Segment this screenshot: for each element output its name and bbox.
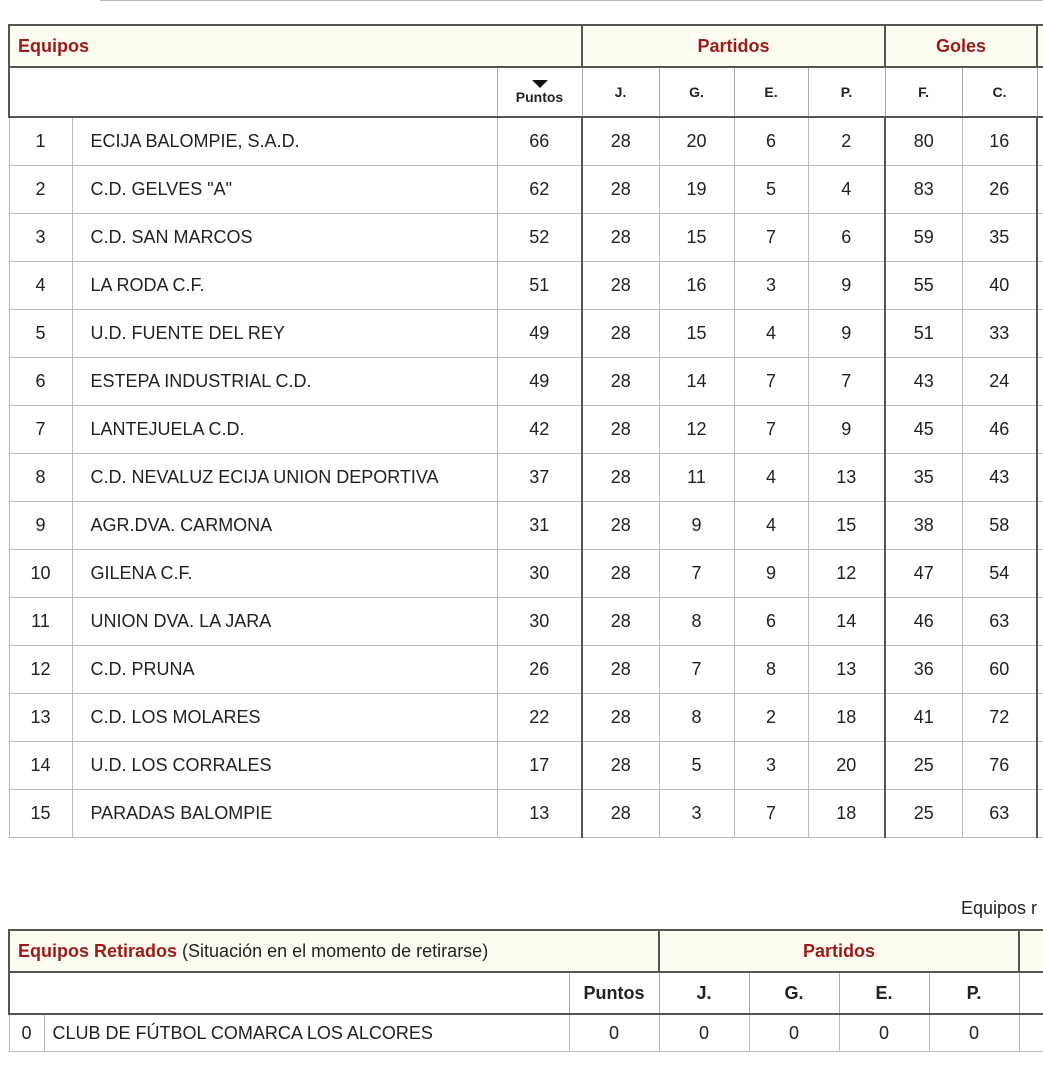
- goals-against-cell: 46: [962, 406, 1037, 454]
- position-cell: 2: [9, 166, 72, 214]
- won-column-header[interactable]: G.: [659, 67, 734, 117]
- retired-drawn-cell: 0: [839, 1014, 929, 1052]
- played-cell: 28: [582, 406, 659, 454]
- drawn-cell: 4: [734, 454, 808, 502]
- points-header-label: Puntos: [515, 88, 564, 105]
- table-row: [9, 742, 1043, 790]
- retired-points-cell: 0: [569, 1014, 659, 1052]
- retired-lost-cell: 0: [929, 1014, 1019, 1052]
- points-cell: 42: [497, 406, 582, 454]
- lost-cell: 4: [808, 166, 885, 214]
- drawn-cell: 6: [734, 117, 808, 166]
- won-cell: 8: [659, 694, 734, 742]
- points-cell: 22: [497, 694, 582, 742]
- position-cell: 7: [9, 406, 72, 454]
- drawn-cell: 4: [734, 310, 808, 358]
- next-column-cell: [1037, 550, 1043, 598]
- played-cell: 28: [582, 694, 659, 742]
- retired-won-header: G.: [749, 972, 839, 1014]
- goals-against-cell: 24: [962, 358, 1037, 406]
- retired-note: (Situación en el momento de retirarse): [182, 940, 489, 961]
- team-name-cell[interactable]: C.D. LOS MOLARES: [72, 694, 497, 742]
- table-row: [9, 117, 1043, 166]
- won-cell: 19: [659, 166, 734, 214]
- table-row: [9, 358, 1043, 406]
- played-cell: 28: [582, 598, 659, 646]
- goals-for-cell: 38: [885, 502, 962, 550]
- position-cell: 8: [9, 454, 72, 502]
- goals-for-cell: 25: [885, 790, 962, 838]
- drawn-cell: 7: [734, 790, 808, 838]
- table-row: [9, 454, 1043, 502]
- lost-cell: 14: [808, 598, 885, 646]
- blank-header: [9, 67, 497, 117]
- goals-against-cell: 60: [962, 646, 1037, 694]
- lost-cell: 9: [808, 310, 885, 358]
- next-group-header: [1037, 25, 1043, 67]
- table-row: [9, 598, 1043, 646]
- lost-cell: 20: [808, 742, 885, 790]
- drawn-cell: 5: [734, 166, 808, 214]
- lost-column-header[interactable]: P.: [808, 67, 885, 117]
- retired-title-header: [9, 930, 659, 972]
- goals-for-cell: 41: [885, 694, 962, 742]
- played-column-header[interactable]: J.: [582, 67, 659, 117]
- next-column-cell: [1037, 406, 1043, 454]
- retired-column-header-row: [9, 972, 1043, 1014]
- retired-blank-header: [9, 972, 569, 1014]
- points-cell: 30: [497, 550, 582, 598]
- goals-against-column-header[interactable]: C.: [962, 67, 1037, 117]
- points-cell: 62: [497, 166, 582, 214]
- played-cell: 28: [582, 214, 659, 262]
- position-cell: 14: [9, 742, 72, 790]
- retired-team-name-cell[interactable]: CLUB DE FÚTBOL COMARCA LOS ALCORES: [44, 1014, 569, 1052]
- next-column-header: [1037, 67, 1043, 117]
- lost-cell: 15: [808, 502, 885, 550]
- retired-teams-table: [8, 929, 1043, 1052]
- team-name-cell[interactable]: PARADAS BALOMPIE: [72, 790, 497, 838]
- won-cell: 12: [659, 406, 734, 454]
- team-name-cell[interactable]: LANTEJUELA C.D.: [72, 406, 497, 454]
- drawn-cell: 3: [734, 262, 808, 310]
- next-column-cell: [1037, 166, 1043, 214]
- next-column-cell: [1037, 117, 1043, 166]
- points-cell: 26: [497, 646, 582, 694]
- retired-played-header: J.: [659, 972, 749, 1014]
- goals-for-cell: 80: [885, 117, 962, 166]
- next-column-cell: [1037, 310, 1043, 358]
- points-cell: 17: [497, 742, 582, 790]
- goals-against-cell: 26: [962, 166, 1037, 214]
- table-row: [9, 550, 1043, 598]
- table-row: [9, 214, 1043, 262]
- drawn-cell: 2: [734, 694, 808, 742]
- next-column-cell: [1037, 694, 1043, 742]
- goals-for-cell: 55: [885, 262, 962, 310]
- lost-cell: 9: [808, 262, 885, 310]
- top-divider: [100, 0, 1043, 1]
- team-name-cell[interactable]: C.D. GELVES "A": [72, 166, 497, 214]
- retired-next-header: [1019, 930, 1043, 972]
- retired-drawn-header: E.: [839, 972, 929, 1014]
- position-cell: 9: [9, 502, 72, 550]
- next-column-cell: [1037, 742, 1043, 790]
- retired-points-header: Puntos: [569, 972, 659, 1014]
- goals-for-cell: 36: [885, 646, 962, 694]
- retired-position-cell: 0: [9, 1014, 44, 1052]
- points-column-header[interactable]: [497, 67, 582, 117]
- drawn-cell: 8: [734, 646, 808, 694]
- next-column-cell: [1037, 502, 1043, 550]
- points-cell: 51: [497, 262, 582, 310]
- lost-cell: 2: [808, 117, 885, 166]
- played-cell: 28: [582, 790, 659, 838]
- position-cell: 5: [9, 310, 72, 358]
- lost-cell: 18: [808, 694, 885, 742]
- position-cell: 15: [9, 790, 72, 838]
- retired-next-column-header: [1019, 972, 1043, 1014]
- retired-won-cell: 0: [749, 1014, 839, 1052]
- points-cell: 31: [497, 502, 582, 550]
- lost-cell: 12: [808, 550, 885, 598]
- won-cell: 20: [659, 117, 734, 166]
- next-column-cell: [1037, 646, 1043, 694]
- goals-against-cell: 33: [962, 310, 1037, 358]
- goals-for-cell: 25: [885, 742, 962, 790]
- lost-cell: 6: [808, 214, 885, 262]
- team-name-cell[interactable]: C.D. NEVALUZ ECIJA UNION DEPORTIVA: [72, 454, 497, 502]
- played-cell: 28: [582, 454, 659, 502]
- position-cell: 4: [9, 262, 72, 310]
- next-column-cell: [1037, 358, 1043, 406]
- goals-against-cell: 54: [962, 550, 1037, 598]
- won-cell: 7: [659, 550, 734, 598]
- drawn-column-header[interactable]: E.: [734, 67, 808, 117]
- won-cell: 11: [659, 454, 734, 502]
- played-cell: 28: [582, 646, 659, 694]
- goals-for-cell: 83: [885, 166, 962, 214]
- position-cell: 12: [9, 646, 72, 694]
- won-cell: 8: [659, 598, 734, 646]
- team-name-cell[interactable]: LA RODA C.F.: [72, 262, 497, 310]
- next-column-cell: [1037, 214, 1043, 262]
- drawn-cell: 3: [734, 742, 808, 790]
- played-cell: 28: [582, 550, 659, 598]
- table-row: [9, 790, 1043, 838]
- lost-cell: 9: [808, 406, 885, 454]
- position-cell: 13: [9, 694, 72, 742]
- table-row: [9, 406, 1043, 454]
- played-cell: 28: [582, 262, 659, 310]
- lost-cell: 18: [808, 790, 885, 838]
- team-name-cell[interactable]: C.D. SAN MARCOS: [72, 214, 497, 262]
- lost-cell: 13: [808, 454, 885, 502]
- table-row: [9, 502, 1043, 550]
- position-cell: 3: [9, 214, 72, 262]
- position-cell: 6: [9, 358, 72, 406]
- group-header-row: [9, 25, 1043, 67]
- retired-group-header-row: [9, 930, 1043, 972]
- goals-for-cell: 59: [885, 214, 962, 262]
- points-cell: 49: [497, 358, 582, 406]
- goals-against-cell: 63: [962, 598, 1037, 646]
- retired-played-cell: 0: [659, 1014, 749, 1052]
- goals-against-cell: 63: [962, 790, 1037, 838]
- team-name-cell[interactable]: ECIJA BALOMPIE, S.A.D.: [72, 117, 497, 166]
- goals-for-cell: 45: [885, 406, 962, 454]
- table-row: [9, 166, 1043, 214]
- goals-for-cell: 46: [885, 598, 962, 646]
- next-column-cell: [1037, 598, 1043, 646]
- lost-cell: 7: [808, 358, 885, 406]
- table-row: [9, 310, 1043, 358]
- goals-against-cell: 58: [962, 502, 1037, 550]
- team-name-cell[interactable]: U.D. FUENTE DEL REY: [72, 310, 497, 358]
- goals-against-cell: 35: [962, 214, 1037, 262]
- goals-for-cell: 47: [885, 550, 962, 598]
- points-cell: 49: [497, 310, 582, 358]
- points-cell: 30: [497, 598, 582, 646]
- points-cell: 66: [497, 117, 582, 166]
- table-row: [9, 694, 1043, 742]
- retired-matches-header: Partidos: [659, 930, 1019, 972]
- goals-against-cell: 40: [962, 262, 1037, 310]
- team-name-cell[interactable]: AGR.DVA. CARMONA: [72, 502, 497, 550]
- legend-label: Equipos r: [961, 898, 1038, 918]
- lost-cell: 13: [808, 646, 885, 694]
- goals-against-cell: 43: [962, 454, 1037, 502]
- column-header-row: [9, 67, 1043, 117]
- table-row: [9, 262, 1043, 310]
- next-column-cell: [1037, 454, 1043, 502]
- won-cell: 15: [659, 310, 734, 358]
- goals-against-cell: 76: [962, 742, 1037, 790]
- won-cell: 15: [659, 214, 734, 262]
- goals-for-column-header[interactable]: F.: [885, 67, 962, 117]
- goals-against-cell: 72: [962, 694, 1037, 742]
- goals-against-cell: 16: [962, 117, 1037, 166]
- drawn-cell: 7: [734, 358, 808, 406]
- team-name-cell[interactable]: U.D. LOS CORRALES: [72, 742, 497, 790]
- won-cell: 7: [659, 646, 734, 694]
- drawn-cell: 4: [734, 502, 808, 550]
- won-cell: 3: [659, 790, 734, 838]
- won-cell: 16: [659, 262, 734, 310]
- points-cell: 37: [497, 454, 582, 502]
- drawn-cell: 9: [734, 550, 808, 598]
- standings-table: [8, 24, 1043, 838]
- played-cell: 28: [582, 358, 659, 406]
- teams-group-header: Equipos: [9, 25, 582, 67]
- goals-group-header: Goles: [885, 25, 1037, 67]
- retired-table-row: [9, 1014, 1043, 1052]
- retired-next-column-cell: [1019, 1014, 1043, 1052]
- goals-for-cell: 51: [885, 310, 962, 358]
- team-name-cell[interactable]: UNION DVA. LA JARA: [72, 598, 497, 646]
- next-column-cell: [1037, 790, 1043, 838]
- goals-for-cell: 43: [885, 358, 962, 406]
- next-column-cell: [1037, 262, 1043, 310]
- team-name-cell[interactable]: C.D. PRUNA: [72, 646, 497, 694]
- drawn-cell: 6: [734, 598, 808, 646]
- drawn-cell: 7: [734, 406, 808, 454]
- matches-group-header: Partidos: [582, 25, 885, 67]
- played-cell: 28: [582, 166, 659, 214]
- team-name-cell[interactable]: GILENA C.F.: [72, 550, 497, 598]
- position-cell: 10: [9, 550, 72, 598]
- won-cell: 9: [659, 502, 734, 550]
- retired-title: Equipos Retirados: [18, 940, 178, 961]
- table-row: [9, 646, 1043, 694]
- played-cell: 28: [582, 117, 659, 166]
- points-cell: 52: [497, 214, 582, 262]
- drawn-cell: 7: [734, 214, 808, 262]
- sort-descending-icon: [532, 80, 548, 88]
- retired-lost-header: P.: [929, 972, 1019, 1014]
- points-cell: 13: [497, 790, 582, 838]
- position-cell: 11: [9, 598, 72, 646]
- won-cell: 5: [659, 742, 734, 790]
- goals-for-cell: 35: [885, 454, 962, 502]
- played-cell: 28: [582, 310, 659, 358]
- won-cell: 14: [659, 358, 734, 406]
- played-cell: 28: [582, 502, 659, 550]
- position-cell: 1: [9, 117, 72, 166]
- team-name-cell[interactable]: ESTEPA INDUSTRIAL C.D.: [72, 358, 497, 406]
- played-cell: 28: [582, 742, 659, 790]
